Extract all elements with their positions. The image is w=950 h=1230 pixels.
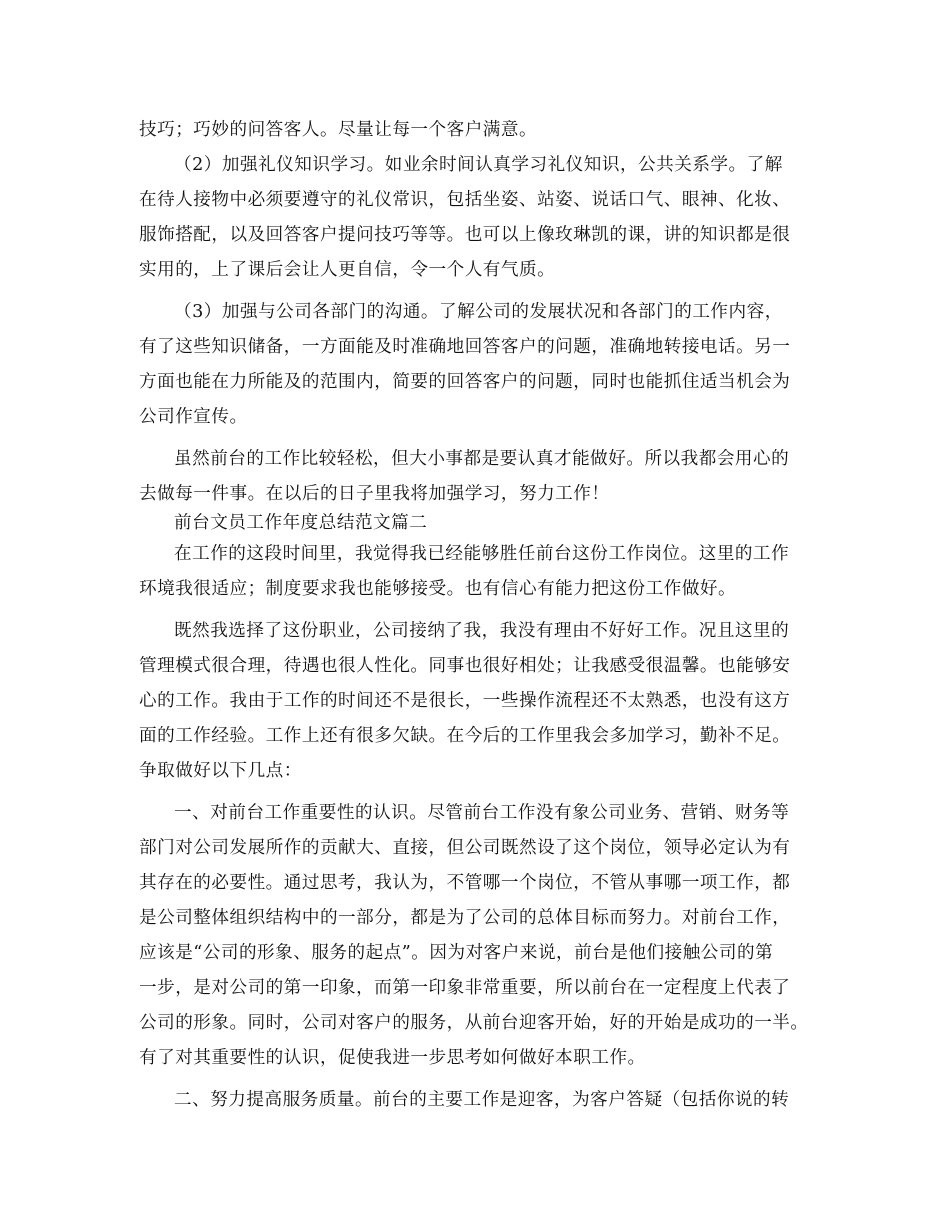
paragraph-line: 心的工作。我由于工作的时间还不是很长，一些操作流程还不太熟悉，也没有这方: [139, 691, 791, 711]
paragraph-line: 二、努力提高服务质量。前台的主要工作是迎客，为客户答疑（包括你说的转: [174, 1090, 790, 1110]
section-heading: 前台文员工作年度总结范文篇二: [174, 513, 428, 533]
paragraph-line: 应该是“公司的形象、服务的起点”。因为对客户来说，前台是他们接触公司的第: [139, 943, 774, 963]
paragraph-line: 是公司整体组织结构中的一部分，都是为了公司的总体目标而努力。对前台工作，: [139, 908, 791, 928]
paragraph-line: 管理模式很合理，待遇也很人性化。同事也很好相处；让我感受很温馨。也能够安: [139, 656, 791, 676]
paragraph-line: 部门对公司发展所作的贡献大、直接，但公司既然设了这个岗位，领导必定认为有: [139, 838, 791, 858]
paragraph-line: 一步，是对公司的第一印象，而第一印象非常重要，所以前台在一定程度上代表了: [139, 978, 791, 998]
paragraph-line: （2）加强礼仪知识学习。如业余时间认真学习礼仪知识，公共关系学。了解: [174, 155, 783, 175]
paragraph-line: 公司作宣传。: [139, 407, 248, 427]
paragraph-line: 服饰搭配，以及回答客户提问技巧等等。也可以上像玫琳凯的课，讲的知识都是很: [139, 225, 791, 245]
paragraph-line: 既然我选择了这份职业，公司接纳了我，我没有理由不好好工作。况且这里的: [174, 621, 790, 641]
paragraph-line: 技巧；巧妙的问答客人。尽量让每一个客户满意。: [139, 120, 538, 140]
paragraph-line: 在工作的这段时间里，我觉得我已经能够胜任前台这份工作岗位。这里的工作: [174, 544, 790, 564]
paragraph-line: 有了对其重要性的认识，促使我进一步思考如何做好本职工作。: [139, 1048, 646, 1068]
paragraph-line: 其存在的必要性。通过思考，我认为，不管哪一个岗位，不管从事哪一项工作，都: [139, 873, 791, 893]
paragraph-line: 在待人接物中必须要遵守的礼仪常识，包括坐姿、站姿、说话口气、眼神、化妆、: [139, 190, 791, 210]
paragraph-line: 争取做好以下几点：: [139, 761, 302, 781]
paragraph-line: （3）加强与公司各部门的沟通。了解公司的发展状况和各部门的工作内容，: [174, 302, 783, 322]
paragraph-line: 一、对前台工作重要性的认识。尽管前台工作没有象公司业务、营销、财务等: [174, 803, 790, 823]
paragraph-line: 实用的，上了课后会让人更自信，令一个人有气质。: [139, 260, 556, 280]
paragraph-line: 虽然前台的工作比较轻松，但大小事都是要认真才能做好。所以我都会用心的: [174, 449, 790, 469]
paragraph-line: 公司的形象。同时，公司对客户的服务，从前台迎客开始，好的开始是成功的一半。: [139, 1013, 809, 1033]
paragraph-line: 有了这些知识储备，一方面能及时准确地回答客户的问题，准确地转接电话。另一: [139, 337, 791, 357]
paragraph-line: 去做每一件事。在以后的日子里我将加强学习，努力工作！: [139, 484, 610, 504]
paragraph-line: 环境我很适应；制度要求我也能够接受。也有信心有能力把这份工作做好。: [139, 579, 737, 599]
paragraph-line: 方面也能在力所能及的范围内，简要的回答客户的问题，同时也能抓住适当机会为: [139, 372, 791, 392]
paragraph-line: 面的工作经验。工作上还有很多欠缺。在今后的工作里我会多加学习，勤补不足。: [139, 726, 791, 746]
